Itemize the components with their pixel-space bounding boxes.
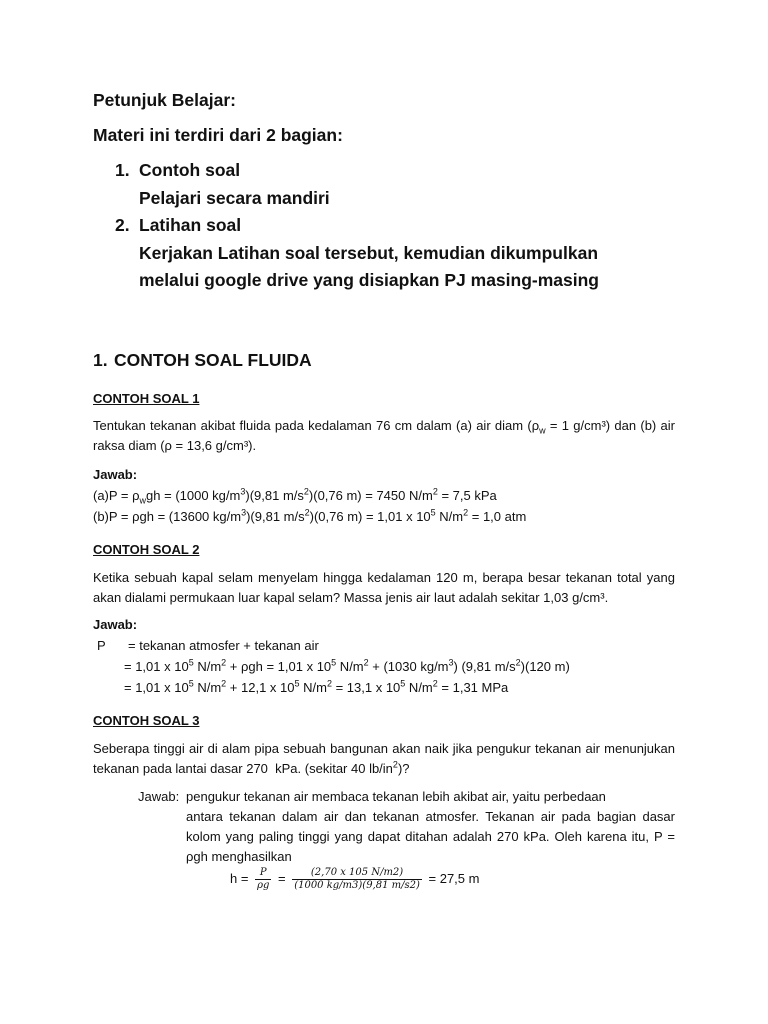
formula-result: = 27,5 m	[428, 870, 480, 886]
intro-subtitle: Materi ini terdiri dari 2 bagian:	[93, 125, 343, 145]
example-1-question: Tentukan tekanan akibat fluida pada kedalaman 76 cm dalam (a) air diam ($\rho_w = 1$ g/cm³) dan (b) air raksa diam (ρ = 13,6 g/cm³).	[93, 418, 675, 453]
example-1-heading: CONTOH SOAL 1	[93, 391, 200, 406]
example-2-question: Ketika sebuah kapal selam menyelam hingga kedalaman 120 m, berapa besar tekanan total yang akan dialami permukaan luar kapal selam? Massa jenis air laut adalah sekitar 1,03 g/cm³.	[93, 570, 675, 605]
list-item-1-description: Pelajari secara mandiri	[139, 188, 330, 208]
example-3-answer-line1: pengukur tekanan air membaca tekanan lebih akibat air, yaitu perbedaan	[186, 789, 606, 804]
example-3-heading: CONTOH SOAL 3	[93, 713, 200, 728]
example-1-answer-a: $(a)P = \rho_wgh = (1000$ $kg/m^3)(9,81$ $m/s^2)(0,76$ m) = 7450 $N/m^2 = 7,5$ kPa	[93, 486, 497, 506]
list-item-1-number: 1.	[115, 160, 130, 180]
example-3-answer-label: Jawab:	[138, 789, 180, 804]
list-item-2-title: Latihan soal	[139, 215, 242, 235]
formula-fraction-symbolic: $\frac{P}{\rho g}$	[257, 867, 270, 891]
example-2-p-symbol: P	[97, 638, 106, 653]
example-1-answer-b: (b)P = ρgh = (13600 $kg/m^3)(9,81$ $m/s^2)(0,76$ m) = 1,01 x $10^5$ $N/m^2 = 1,0$ atm	[93, 507, 527, 524]
example-2-step-1: = 1,01 x $10^5$ $N/m^2 + \rho gh = 1,01$ x $10^5$ $N/m^2 + (1030$ $kg/m^3$) (9,81 $m/s^2)(120$ m)	[124, 657, 570, 674]
list-item-2-description-line1: Kerjakan Latihan soal tersebut, kemudian dikumpulkan	[139, 243, 599, 263]
example-2-heading: CONTOH SOAL 2	[93, 542, 200, 557]
example-2-step-2: = 1,01 x $10^5$ $N/m^2 + 12,1$ x $10^5$ $N/m^2 = 13,1$ x $10^5$ $N/m^2 = 1,31$ MPa	[124, 678, 509, 695]
list-item-1-title: Contoh soal	[139, 160, 241, 180]
example-3-question: Seberapa tinggi air di alam pipa sebuah bangunan akan naik jika pengukur tekanan air menunjukan tekanan pada lantai dasar 270 kPa. (sekitar 40 $lb/in^2$)?	[93, 741, 675, 776]
example-3-answer-body: antara tekanan dalam air dan tekanan atmosfer. Tekanan air pada bagian dasar kolom yang paling tinggi yang dapat ditahan adalah 270 kPa. Oleh karena itu, P = ρgh menghasilkan	[186, 809, 675, 864]
example-2-p-definition: = tekanan atmosfer + tekanan air	[128, 638, 319, 653]
list-item-2-description-line2: melalui google drive yang disiapkan PJ masing-masing	[139, 270, 599, 290]
formula-fraction-numeric: $\frac{(2,70 x 105 N/m2)}{(1000 kg/m3)(9,81 m/s2)}$	[294, 867, 420, 891]
section-number: 1.	[93, 350, 108, 370]
intro-title: Petunjuk Belajar:	[93, 90, 236, 110]
list-item-2-number: 2.	[115, 215, 130, 235]
example-1-answer-label: Jawab:	[93, 467, 138, 482]
example-2-answer-label: Jawab:	[93, 617, 138, 632]
section-title: CONTOH SOAL FLUIDA	[114, 350, 312, 370]
example-3-formula: h = $\frac{P}{\rho g}$ = $\frac{(2,70 x 105 N/m2)}{(1000 kg/m3)(9,81 m/s2)}$ = 27,5 m	[230, 867, 480, 891]
